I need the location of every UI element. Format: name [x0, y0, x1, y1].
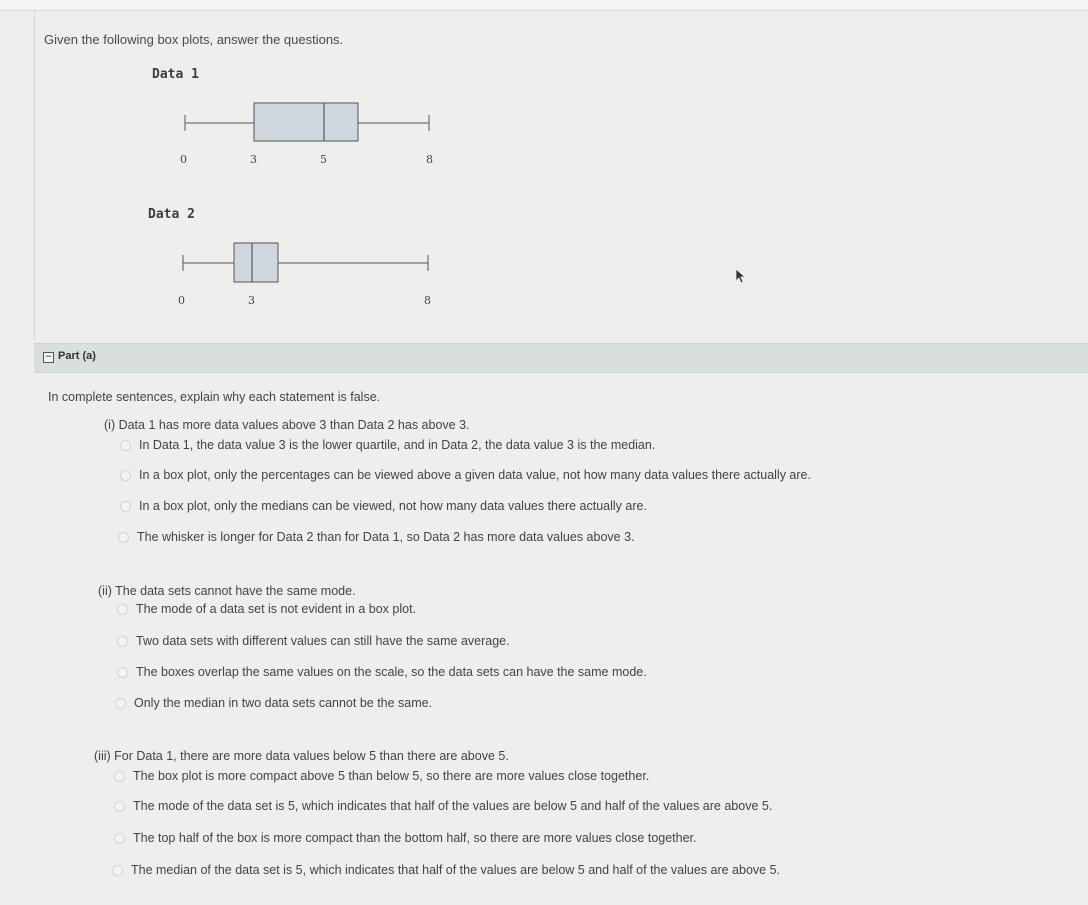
radio-button[interactable] [120, 501, 131, 512]
option-text: The whisker is longer for Data 2 than for Data 1, so Data 2 has more data values above 3. [137, 530, 635, 544]
answer-option[interactable] [120, 468, 811, 482]
answer-option[interactable] [115, 696, 432, 710]
tick-label: 0 [180, 153, 187, 166]
collapse-toggle-icon[interactable]: − [44, 352, 53, 362]
answer-option[interactable] [117, 634, 510, 648]
question-prompt: Given the following box plots, answer the questions. [44, 32, 344, 47]
answer-option[interactable] [117, 602, 416, 616]
answer-option[interactable] [120, 499, 647, 513]
boxplot-data-2 [168, 236, 448, 316]
plot-title-data-1: Data 1 [152, 67, 199, 82]
left-divider [34, 10, 35, 340]
question-iii: (iii) For Data 1, there are more data values below 5 than there are above 5. [94, 749, 509, 763]
part-a-header[interactable] [34, 343, 1088, 373]
boxplot-data-1 [170, 95, 450, 175]
radio-button[interactable] [117, 667, 128, 678]
option-text: The boxes overlap the same values on the scale, so the data sets can have the same mode. [136, 665, 647, 679]
option-text: In a box plot, only the medians can be viewed, not how many data values there actually are. [139, 499, 647, 513]
plot-title-data-2: Data 2 [148, 207, 195, 222]
question-ii: (ii) The data sets cannot have the same mode. [98, 584, 356, 598]
radio-button[interactable] [112, 865, 123, 876]
radio-button[interactable] [117, 636, 128, 647]
answer-option[interactable] [118, 530, 635, 544]
answer-option[interactable] [114, 769, 649, 783]
answer-option[interactable] [114, 799, 772, 813]
option-text: Two data sets with different values can still have the same average. [136, 634, 510, 648]
answer-option[interactable] [120, 438, 655, 452]
radio-button[interactable] [115, 698, 126, 709]
instructions: In complete sentences, explain why each statement is false. [48, 390, 381, 404]
tick-label: 0 [178, 294, 185, 307]
box [234, 243, 278, 282]
tick-label: 5 [320, 153, 327, 166]
radio-button[interactable] [120, 440, 131, 451]
option-text: The median of the data set is 5, which indicates that half of the values are below 5 and half of the values are above 5. [131, 863, 781, 877]
option-text: In Data 1, the data value 3 is the lower quartile, and in Data 2, the data value 3 is the median. [139, 438, 656, 452]
part-label: Part (a) [58, 350, 96, 362]
option-text: The top half of the box is more compact than the bottom half, so there are more values close together. [133, 831, 697, 845]
radio-button[interactable] [114, 801, 125, 812]
radio-button[interactable] [117, 604, 128, 615]
radio-button[interactable] [114, 833, 125, 844]
answer-option[interactable] [112, 863, 780, 877]
tick-label: 8 [426, 153, 433, 166]
mouse-cursor-icon [735, 268, 747, 284]
radio-button[interactable] [114, 771, 125, 782]
radio-button[interactable] [118, 532, 129, 543]
answer-option[interactable] [117, 665, 647, 679]
option-text: Only the median in two data sets cannot be the same. [134, 696, 433, 710]
box [254, 103, 358, 141]
option-text: The mode of the data set is 5, which indicates that half of the values are below 5 and half of the values are above 5. [133, 799, 773, 813]
option-text: The mode of a data set is not evident in a box plot. [136, 602, 417, 616]
tick-label: 3 [248, 294, 255, 307]
radio-button[interactable] [120, 470, 131, 481]
question-i: (i) Data 1 has more data values above 3 than Data 2 has above 3. [104, 418, 470, 432]
tick-label: 8 [424, 294, 431, 307]
answer-option[interactable] [114, 831, 697, 845]
option-text: In a box plot, only the percentages can be viewed above a given data value, not how many data values there actually are. [139, 468, 811, 482]
option-text: The box plot is more compact above 5 than below 5, so there are more values close together. [133, 769, 650, 783]
tick-label: 3 [250, 153, 257, 166]
top-band [0, 0, 1088, 11]
